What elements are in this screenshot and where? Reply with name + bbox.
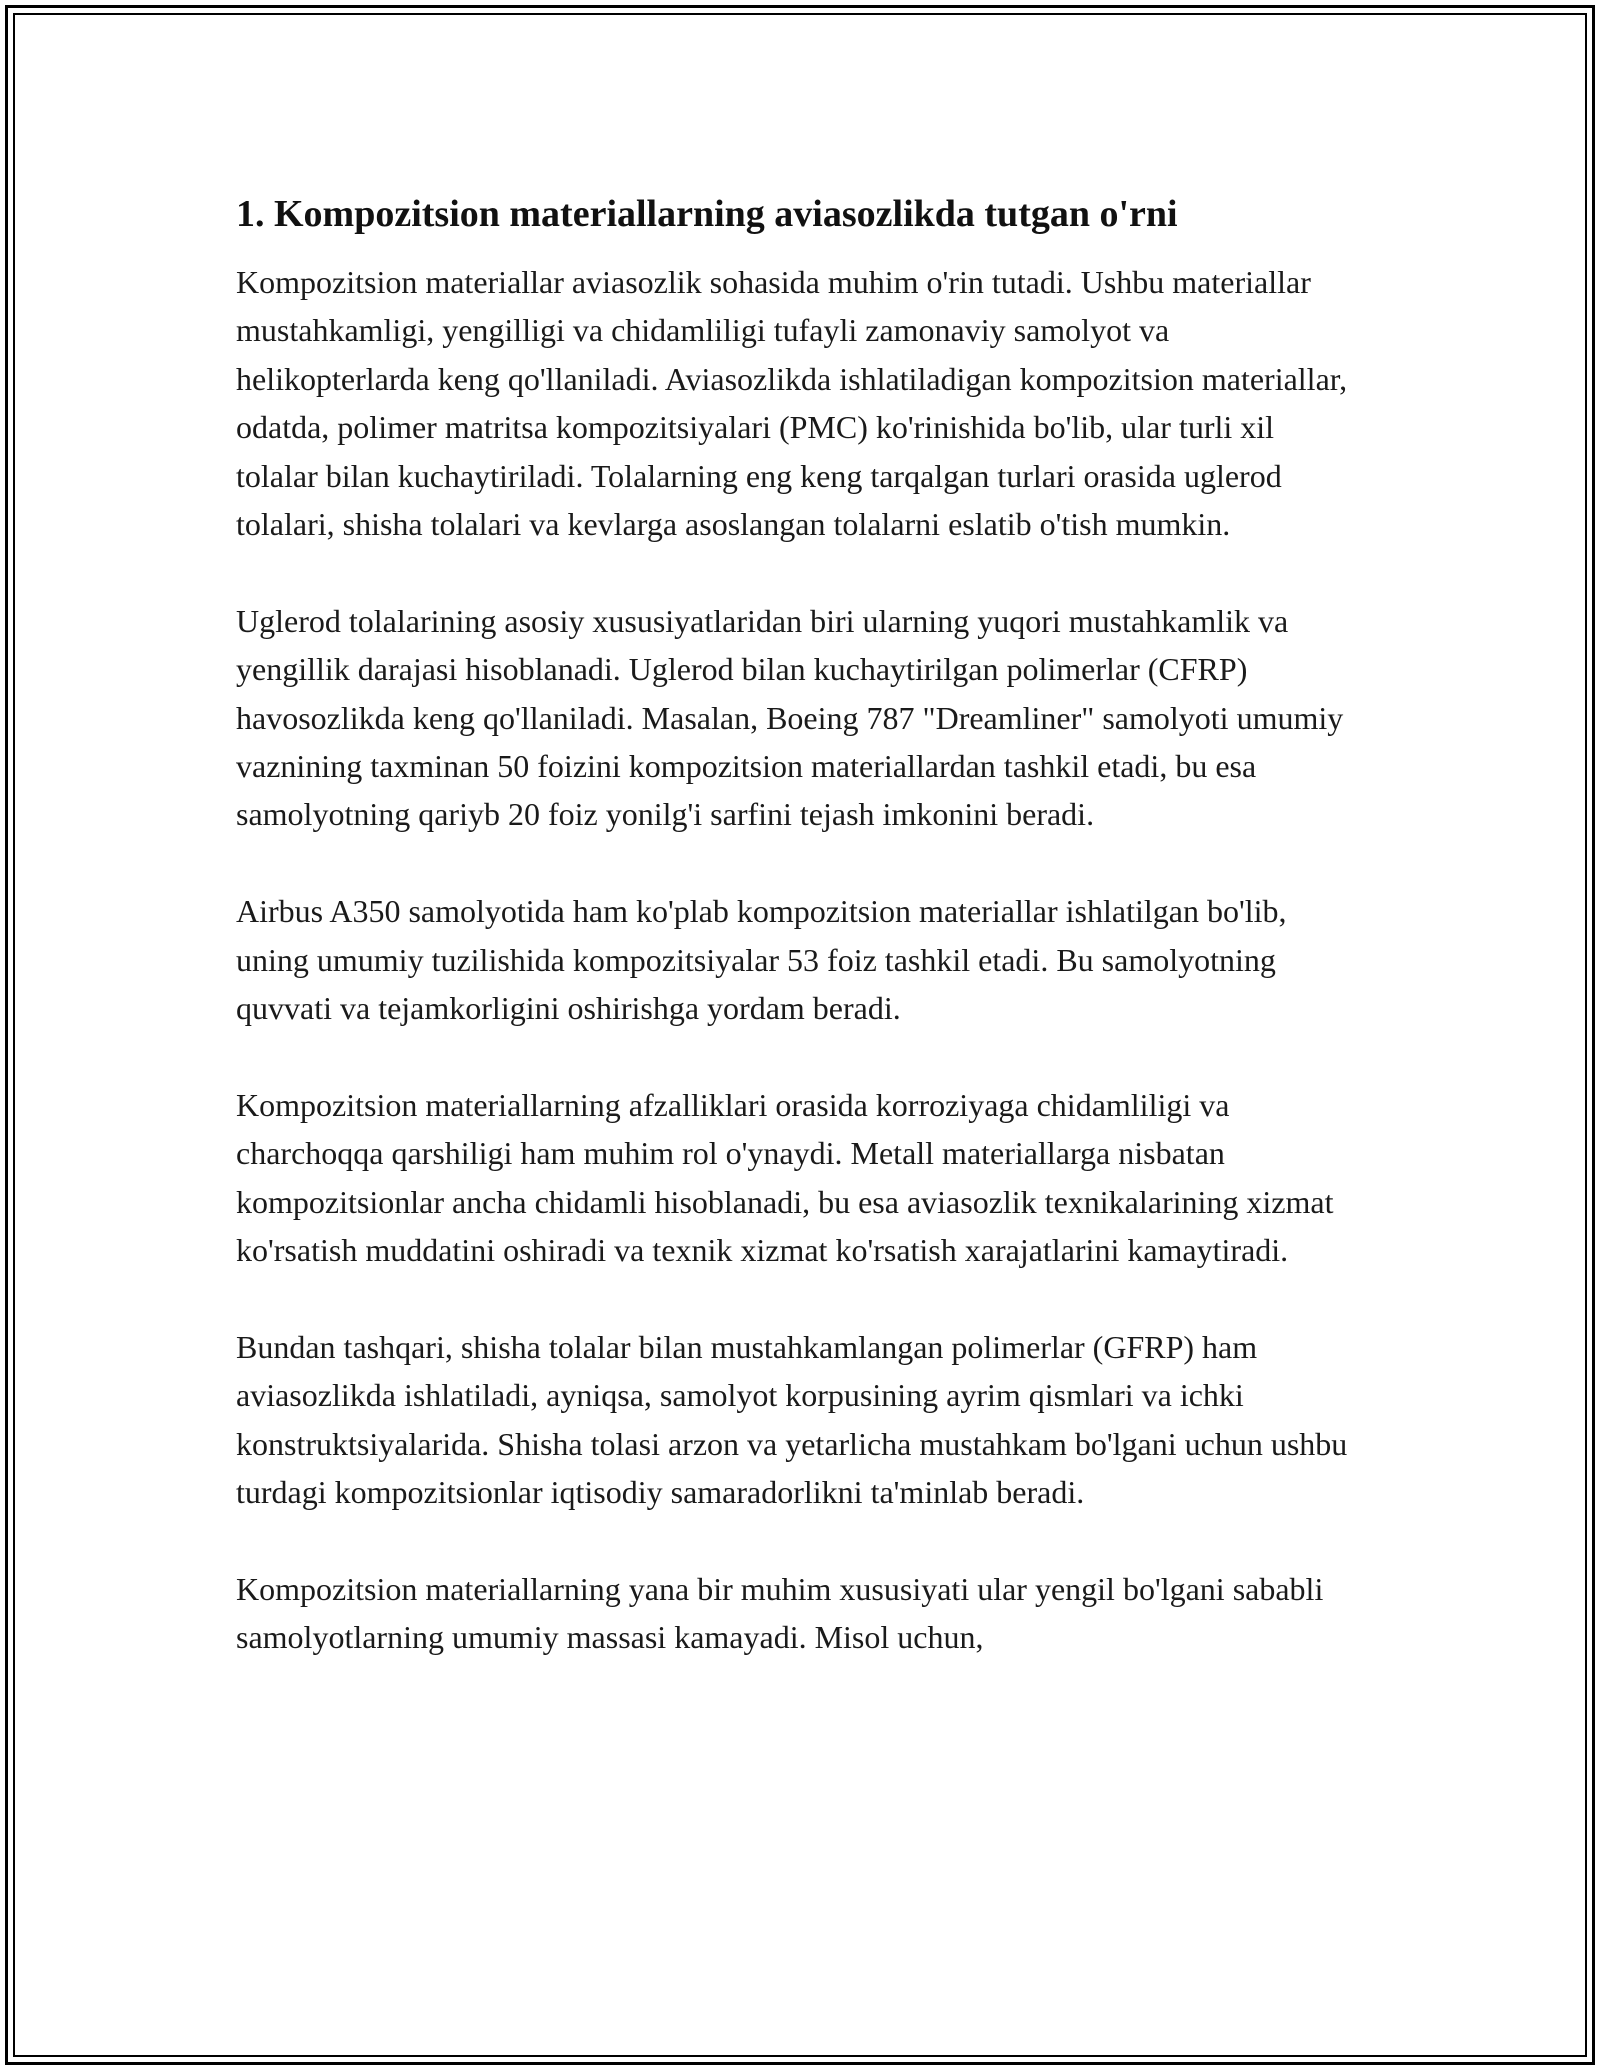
paragraph-5: Bundan tashqari, shisha tolalar bilan mustahkamlangan polimerlar (GFRP) ham aviasozlikda ishlatiladi, ayniqsa, samolyot korpusining ayrim qismlari va ichki konstruktsiyalarida. Shisha tolasi arzon va yetarlicha mustahkam bo'lgani uchun ushbu turdagi kompozitsionlar iqtisodiy samaradorlikni ta'minlab beradi. [236, 1328, 1348, 1511]
paragraph-2: Uglerod tolalarining asosiy xususiyatlaridan biri ularning yuqori mustahkamlik va yengillik darajasi hisoblanadi. Uglerod bilan kuchaytirilgan polimerlar (CFRP) havosozlikda keng qo'llaniladi. Masalan, Boeing 787 "Dreamliner" samolyoti umumiy vaznining taxminan 50 foizini kompozitsion materiallardan tashkil etadi, bu esa samolyotning qariyb 20 foiz yonilg'i sarfini tejash imkonini beradi. [236, 602, 1344, 833]
document-body [236, 190, 1356, 1710]
section-heading: 1. Kompozitsion materiallarning aviasozlikda tutgan o'rni [236, 193, 1178, 235]
paragraph-6: Kompozitsion materiallarning yana bir muhim xususiyati ular yengil bo'lgani sababli samolyotlarning umumiy massasi kamayadi. Misol uchun, [236, 1570, 1324, 1656]
paragraph-4: Kompozitsion materiallarning afzalliklari orasida korroziyaga chidamliligi va charchoqqa qarshiligi ham muhim rol o'ynaydi. Metall materiallarga nisbatan kompozitsionlar ancha chidamli hisoblanadi, bu esa aviasozlik texnikalarining xizmat ko'rsatish muddatini oshiradi va texnik xizmat ko'rsatish xarajatlarini kamaytiradi. [236, 1086, 1334, 1269]
paragraph-1: Kompozitsion materiallar aviasozlik sohasida muhim o'rin tutadi. Ushbu materiallar mustahkamligi, yengilligi va chidamliligi tufayli zamonaviy samolyot va helikopterlarda keng qo'llaniladi. Aviasozlikda ishlatiladigan kompozitsion materiallar, odatda, polimer matritsa kompozitsiyalari (PMC) ko'rinishida bo'lib, ular turli xil tolalar bilan kuchaytiriladi. Tolalarning eng keng tarqalgan turlari orasida uglerod tolalari, shisha tolalari va kevlarga asoslangan tolalarni eslatib o'tish mumkin. [236, 264, 1348, 543]
paragraph-3: Airbus A350 samolyotida ham ko'plab kompozitsion materiallar ishlatilgan bo'lib, uning umumiy tuzilishida kompozitsiyalar 53 foiz tashkil etadi. Bu samolyotning quvvati va tejamkorligini oshirishga yordam beradi. [236, 893, 1287, 1027]
